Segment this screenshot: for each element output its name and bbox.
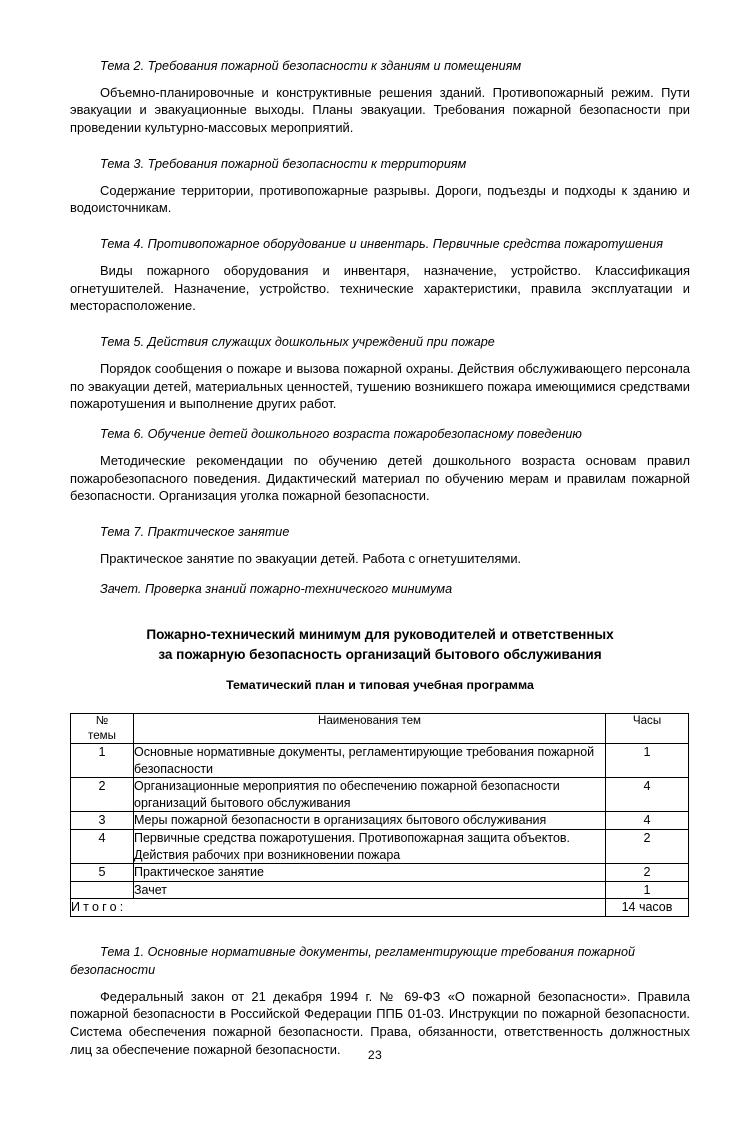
cell-topic-number (71, 881, 134, 899)
spacer (70, 505, 690, 524)
cell-topic-name: Первичные средства пожаротушения. Противопожарная защита объектов. Действия рабочих при возникновении пожара (134, 830, 606, 864)
spacer (70, 174, 690, 182)
topic-2-body: Объемно-планировочные и конструктивные решения зданий. Противопожарный режим. Пути эвакуации и эвакуационные выходы. Планы эвакуации. Требования пожарной безопасности при проведении культурно-массовых мероприятий. (70, 84, 690, 136)
spacer (70, 315, 690, 334)
cell-topic-name: Основные нормативные документы, регламентирующие требования пожарной безопасности (134, 744, 606, 778)
spacer (70, 444, 690, 452)
spacer (70, 598, 690, 625)
program-subtitle: Тематический план и типовая учебная программа (226, 678, 534, 693)
topic-3-body: Содержание территории, противопожарные разрывы. Дороги, подъезды и подходы к зданию и водоисточникам. (70, 182, 690, 216)
topic-7-heading: Тема 7. Практическое занятие (100, 525, 290, 540)
topic-1-heading: Тема 1. Основные нормативные документы, регламентирующие требования пожарной безопасности (70, 945, 636, 978)
table-row (71, 864, 689, 882)
cell-topic-number: 2 (71, 778, 134, 812)
program-title-line-2: за пожарную безопасность организаций бытового обслуживания (158, 646, 602, 662)
topic-4-heading: Тема 4. Противопожарное оборудование и инвентарь. Первичные средства пожаротушения (100, 237, 664, 252)
topic-5-heading: Тема 5. Действия служащих дошкольных учреждений при пожаре (100, 335, 495, 350)
cell-topic-number: 3 (71, 812, 134, 830)
table-row (71, 744, 689, 778)
topic-4-body: Виды пожарного оборудования и инвентаря, назначение, устройство. Классификация огнетушителей. Назначение, устройство. технические характеристики, правила эксплуатации и месторасположение. (70, 262, 690, 314)
cell-topic-number: 5 (71, 864, 134, 882)
spacer (70, 137, 690, 156)
cell-total-label: Итого: (71, 899, 606, 917)
program-title-line-1: Пожарно-технический минимум для руководителей и ответственных (146, 627, 614, 643)
topic-5-body: Порядок сообщения о пожаре и вызова пожарной охраны. Действия обслуживающего персонала по эвакуации детей, материальных ценностей, тушению возникшего пожара имеющимися средствами пожаротушения и выполнение других работ. (70, 360, 690, 412)
column-header-hours: Часы (606, 714, 689, 744)
cell-topic-name: Организационные мероприятия по обеспечению пожарной безопасности организаций бытового обслуживания (134, 778, 606, 812)
cell-hours: 2 (606, 864, 689, 882)
cell-topic-number: 4 (71, 830, 134, 864)
spacer (70, 254, 690, 262)
table-body (71, 744, 689, 917)
spacer (70, 217, 690, 236)
spacer (70, 694, 690, 713)
document-body (70, 58, 690, 1059)
spacer (70, 664, 690, 677)
topic-2-heading: Тема 2. Требования пожарной безопасности к зданиям и помещениям (100, 59, 522, 73)
table-row (71, 812, 689, 830)
spacer (70, 542, 690, 550)
cell-hours: 1 (606, 744, 689, 778)
thematic-plan-table (70, 713, 689, 917)
table-row (71, 881, 689, 899)
cell-topic-name: Зачет (134, 881, 606, 899)
spacer (70, 413, 690, 426)
column-header-topic-name: Наименования тем (134, 714, 606, 744)
spacer (70, 980, 690, 988)
cell-hours: 4 (606, 778, 689, 812)
column-header-numero: № (95, 714, 109, 728)
table-header-row (71, 714, 689, 744)
topic-7-body: Практическое занятие по эвакуации детей. Работа с огнетушителями. (100, 550, 522, 566)
spacer (70, 352, 690, 360)
topic-3-heading: Тема 3. Требования пожарной безопасности к территориям (100, 156, 467, 171)
cell-topic-name: Меры пожарной безопасности в организациях бытового обслуживания (134, 812, 606, 830)
cell-hours: 4 (606, 812, 689, 830)
credit-heading: Зачет. Проверка знаний пожарно-технического минимума (100, 581, 453, 596)
topic-1-body: Федеральный закон от 21 декабря 1994 г. № 69-ФЗ «О пожарной безопасности». Правила пожарной безопасности в Российской Федерации ППБ 01-03. Инструкции по пожарной безопасности. Система обеспечения пожарной безопасности. Права, обязанности, ответственность должностных лиц за обеспечение пожарной безопасности. (70, 988, 690, 1058)
table-total-row (71, 899, 689, 917)
spacer (70, 917, 690, 944)
page-number: 23 (367, 1048, 383, 1062)
spacer (70, 76, 690, 84)
cell-total-value: 14 часов (606, 899, 689, 917)
topic-6-body: Методические рекомендации по обучению детей дошкольного возраста основам правил пожаробезопасного поведения. Дидактический материал по обучению мерам и правилам пожарной безопасности. Организация уголка пожарной безопасности. (70, 452, 690, 504)
cell-hours: 1 (606, 881, 689, 899)
table-row (71, 778, 689, 812)
cell-hours: 2 (606, 830, 689, 864)
column-header-topic-number (71, 714, 134, 744)
table-row (71, 830, 689, 864)
spacer (70, 568, 690, 581)
topic-6-heading: Тема 6. Обучение детей дошкольного возраста пожаробезопасному поведению (100, 427, 582, 442)
column-header-topic-word: темы (88, 728, 116, 742)
cell-topic-number: 1 (71, 744, 134, 778)
cell-topic-name: Практическое занятие (134, 864, 606, 882)
